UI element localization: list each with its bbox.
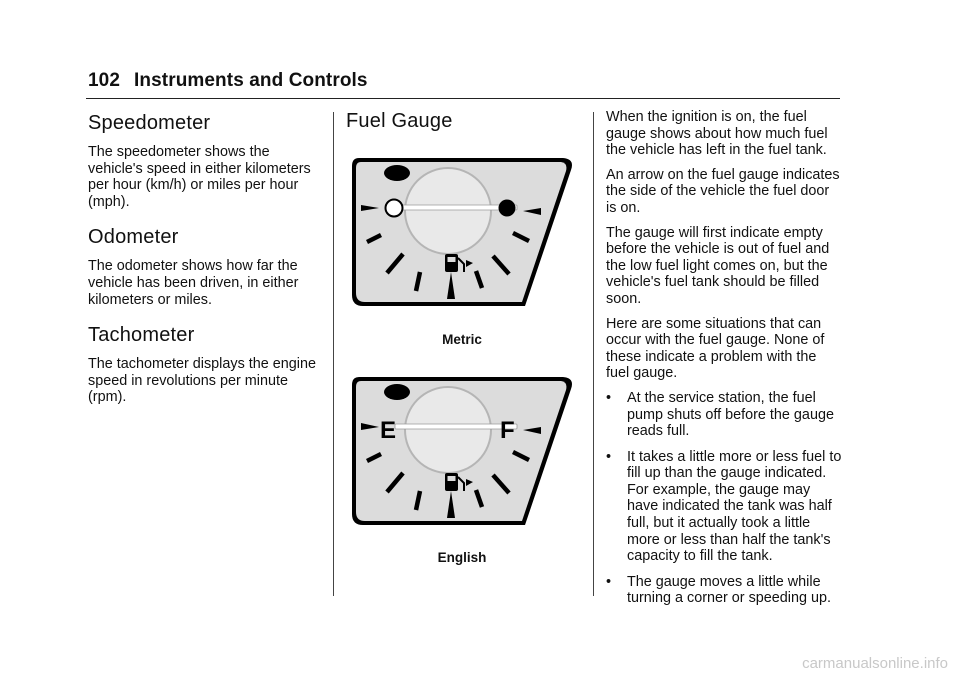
empty-letter: E [380, 417, 397, 444]
bullet-text: At the service station, the fuel pump shuts off before the gauge reads full. [627, 389, 834, 440]
tachometer-text: The tachometer displays the engine speed in revolutions per minute (rpm). [88, 356, 316, 406]
tachometer-heading: Tachometer [88, 324, 195, 347]
caption-english: English [437, 550, 487, 565]
list-item [606, 390, 842, 440]
column-divider-1 [333, 112, 334, 596]
odometer-text: The odometer shows how far the vehicle has been driven, in either kilometers or miles. [88, 258, 299, 308]
column-divider-2 [593, 112, 594, 596]
page-header [88, 70, 368, 92]
right-column [606, 109, 842, 616]
fuel-paragraph-4: Here are some situations that can occur with the fuel gauge. None of these indicate a problem with the fuel gauge. [606, 315, 825, 382]
fuel-paragraph-2: An arrow on the fuel gauge indicates the side of the vehicle the fuel door is on. [606, 166, 840, 216]
speedometer-heading: Speedometer [88, 112, 211, 134]
header-rule [86, 98, 840, 99]
bullet-icon: • [606, 448, 612, 465]
empty-marker-icon [386, 200, 403, 217]
full-marker-icon [499, 200, 516, 217]
needle [395, 424, 517, 429]
bullet-text: The gauge moves a little while turning a corner or speeding up. [627, 573, 831, 607]
fuel-gauge-heading: Fuel Gauge [346, 110, 453, 132]
speedometer-text: The speedometer shows the vehicle's speed in either kilometers per hour (km/h) or miles per hour (mph). [88, 144, 311, 210]
list-item [606, 449, 842, 565]
fuel-gauge-english-illustration [349, 375, 577, 531]
section-title: Instruments and Controls [134, 70, 368, 91]
bullet-icon: • [606, 573, 612, 590]
caption-metric: Metric [442, 332, 482, 347]
bullet-text: It takes a little more or less fuel to fill up than the gauge indicated. For example, the gauge may have indicated the tank was half full, but it actually took a little more or less than half the tank's capacity to fill the tank. [627, 448, 842, 565]
list-item [606, 574, 842, 607]
fuel-paragraph-3: The gauge will first indicate empty before the vehicle is out of fuel and the low fuel light comes on, but the vehicle's fuel tank should be filled soon. [606, 224, 830, 307]
fuel-paragraph-1: When the ignition is on, the fuel gauge shows about how much fuel the vehicle has left in the fuel tank. [606, 109, 828, 159]
low-fuel-lamp-icon [384, 165, 410, 181]
fuel-gauge-metric-illustration [349, 156, 577, 312]
page-number: 102 [88, 70, 121, 91]
left-column [88, 108, 326, 406]
low-fuel-lamp-icon [384, 384, 410, 400]
full-letter: F [500, 417, 515, 444]
odometer-heading: Odometer [88, 226, 179, 249]
footer-watermark[interactable]: carmanualsonline.info [802, 655, 948, 672]
bullet-icon: • [606, 389, 612, 406]
